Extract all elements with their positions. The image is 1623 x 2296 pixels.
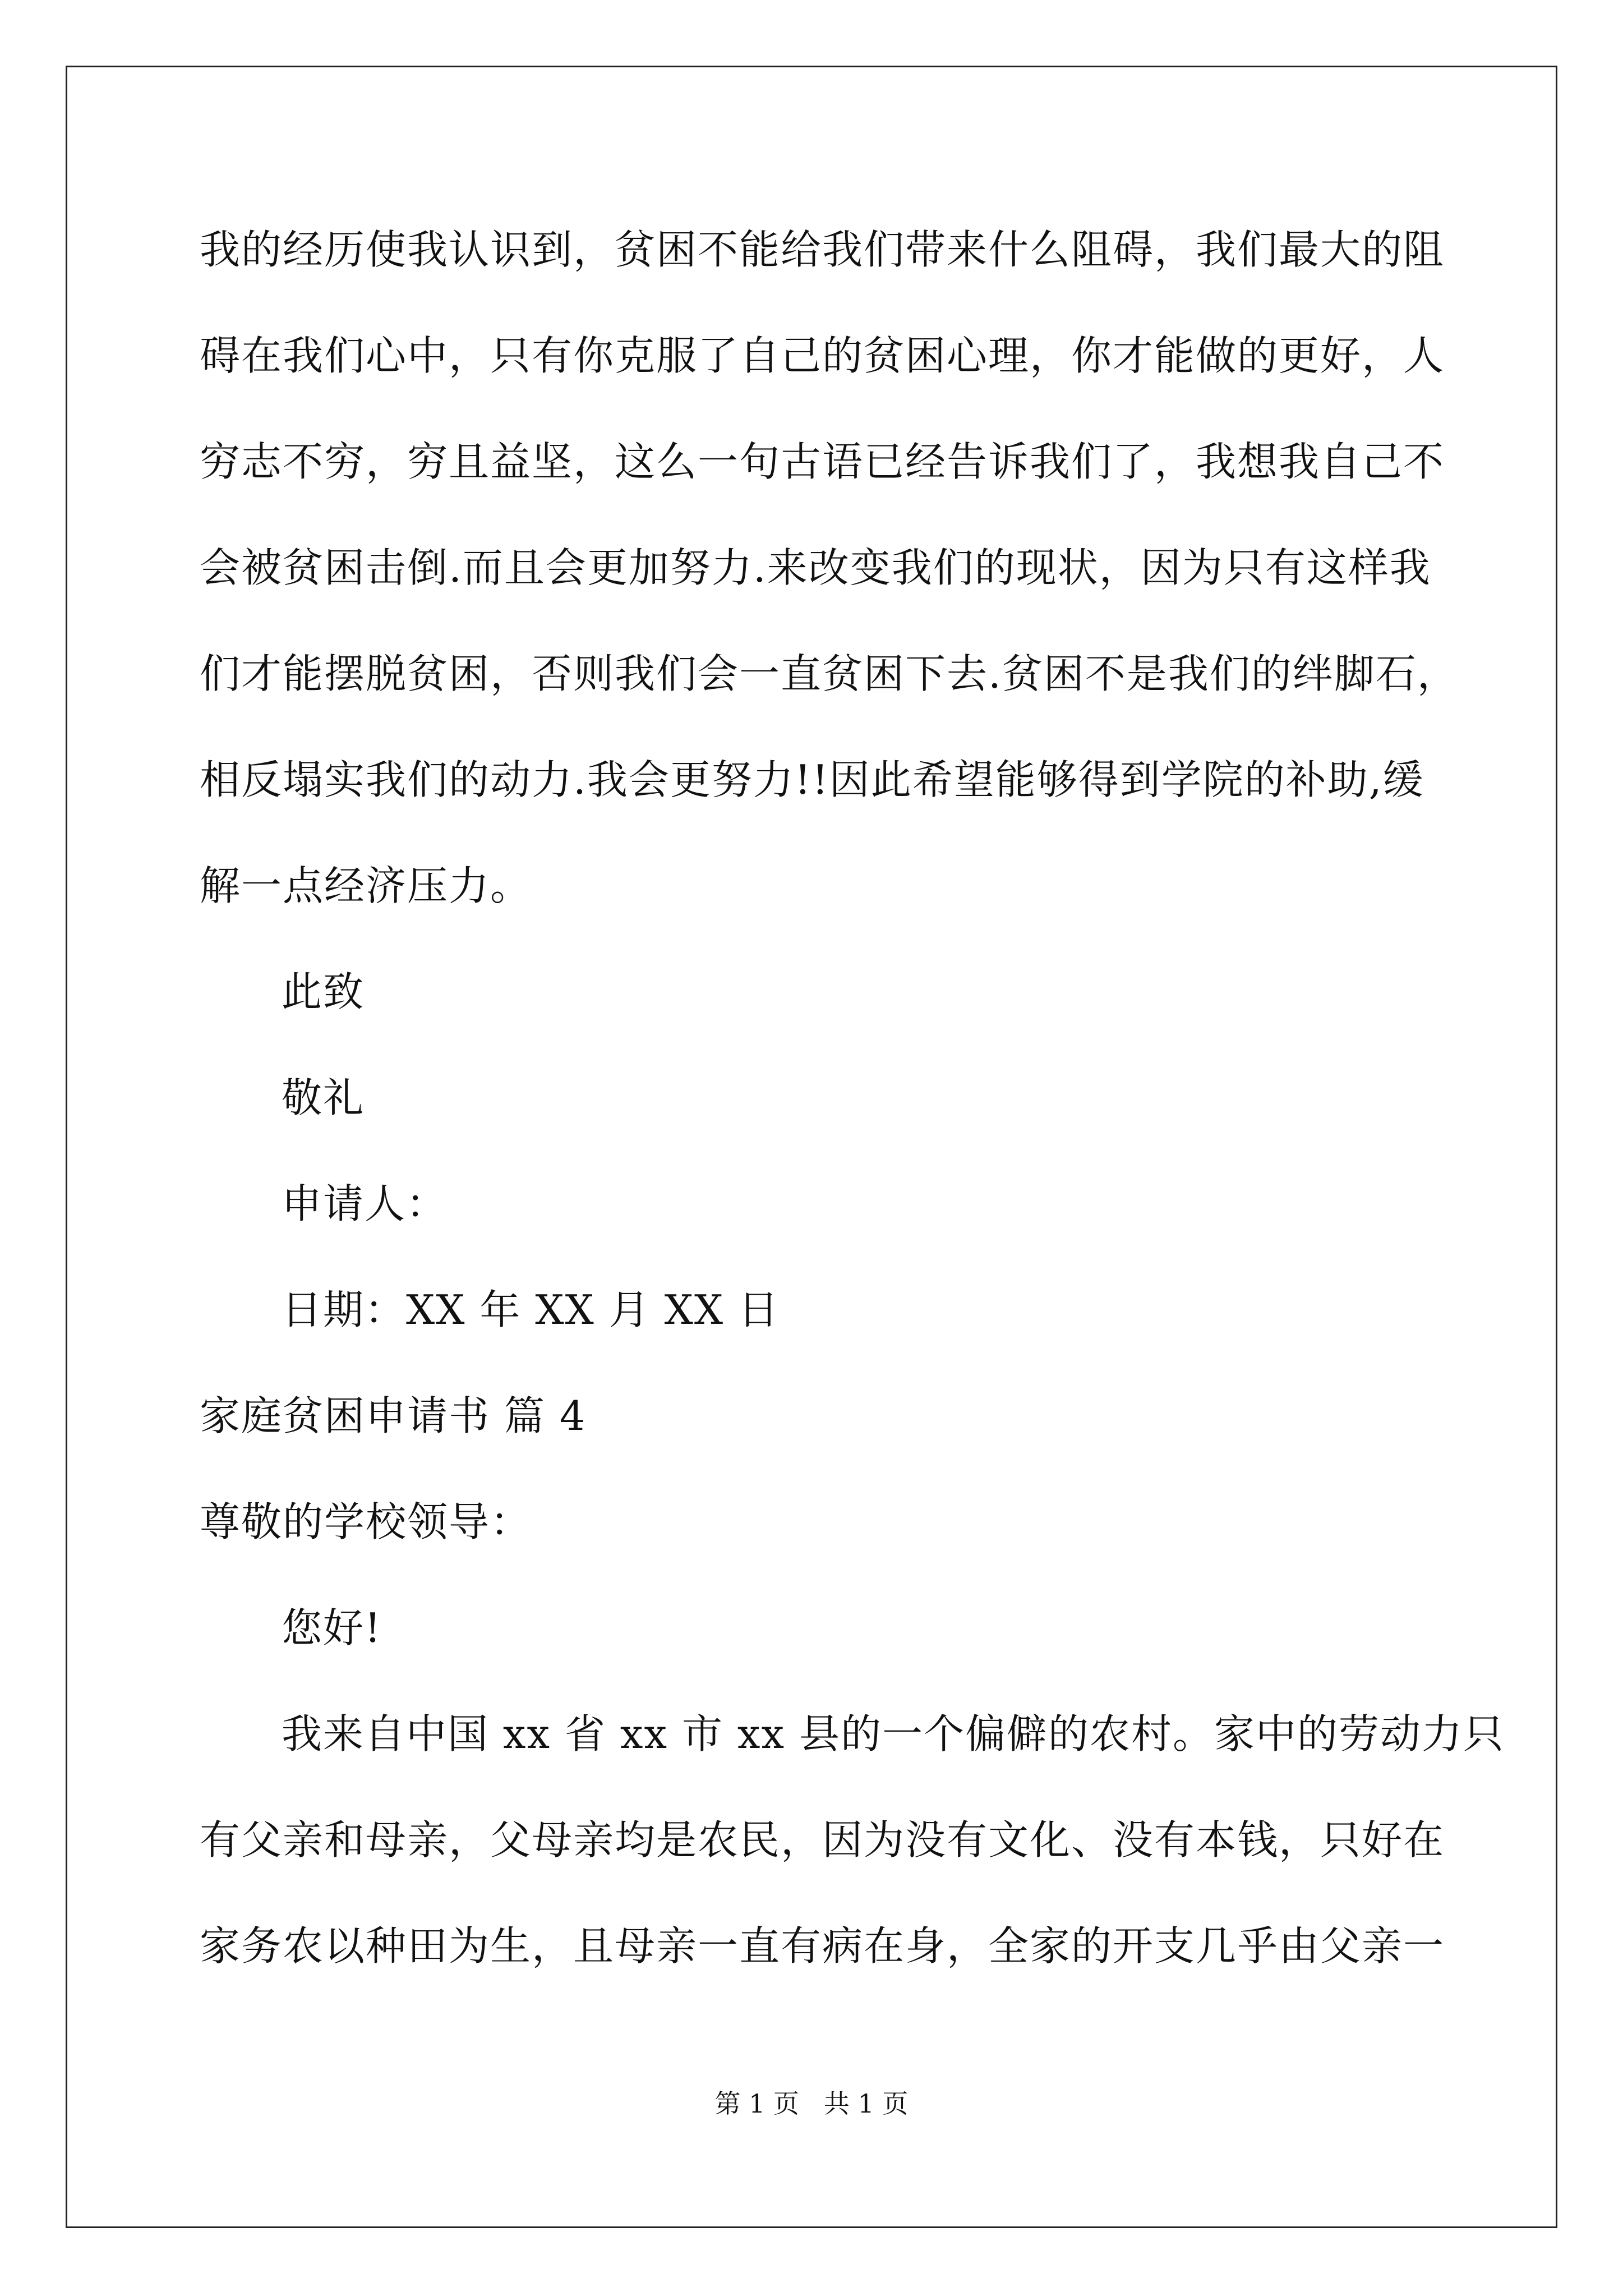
- greeting: 您好!: [282, 1604, 382, 1651]
- body-line: 穷志不穷，穷且益坚，这么一句古语已经告诉我们了，我想我自己不: [200, 438, 1445, 485]
- salutation: 尊敬的学校领导：: [200, 1498, 532, 1545]
- page-border: [66, 66, 1557, 2228]
- body-line: 碍在我们心中，只有你克服了自己的贫困心理，你才能做的更好，人: [200, 332, 1445, 379]
- body-line: 相反塌实我们的动力.我会更努力!!因此希望能够得到学院的补助,缓: [200, 756, 1424, 803]
- page-footer: 第 1 页 共 1 页: [714, 2088, 909, 2119]
- closing-line: 此致: [282, 968, 365, 1015]
- applicant-line: 申请人：: [282, 1180, 448, 1227]
- body-line: 有父亲和母亲，父母亲均是农民，因为没有文化、没有本钱，只好在: [200, 1816, 1445, 1864]
- body-line: 解一点经济压力。: [200, 862, 532, 909]
- body-line: 们才能摆脱贫困，否则我们会一直贫困下去.贫困不是我们的绊脚石，: [200, 650, 1459, 697]
- body-line: 家务农以种田为生，且母亲一直有病在身，全家的开支几乎由父亲一: [200, 1922, 1445, 1970]
- body-line: 我来自中国 xx 省 xx 市 xx 县的一个偏僻的农村。家中的劳动力只: [282, 1710, 1505, 1757]
- body-line: 我的经历使我认识到，贫困不能给我们带来什么阻碍，我们最大的阻: [200, 226, 1445, 273]
- section-title: 家庭贫困申请书 篇 4: [200, 1392, 587, 1439]
- closing-line: 敬礼: [282, 1074, 365, 1121]
- body-line: 会被贫困击倒.而且会更加努力.来改变我们的现状，因为只有这样我: [200, 544, 1431, 591]
- date-line: 日期：XX 年 XX 月 XX 日: [282, 1286, 780, 1333]
